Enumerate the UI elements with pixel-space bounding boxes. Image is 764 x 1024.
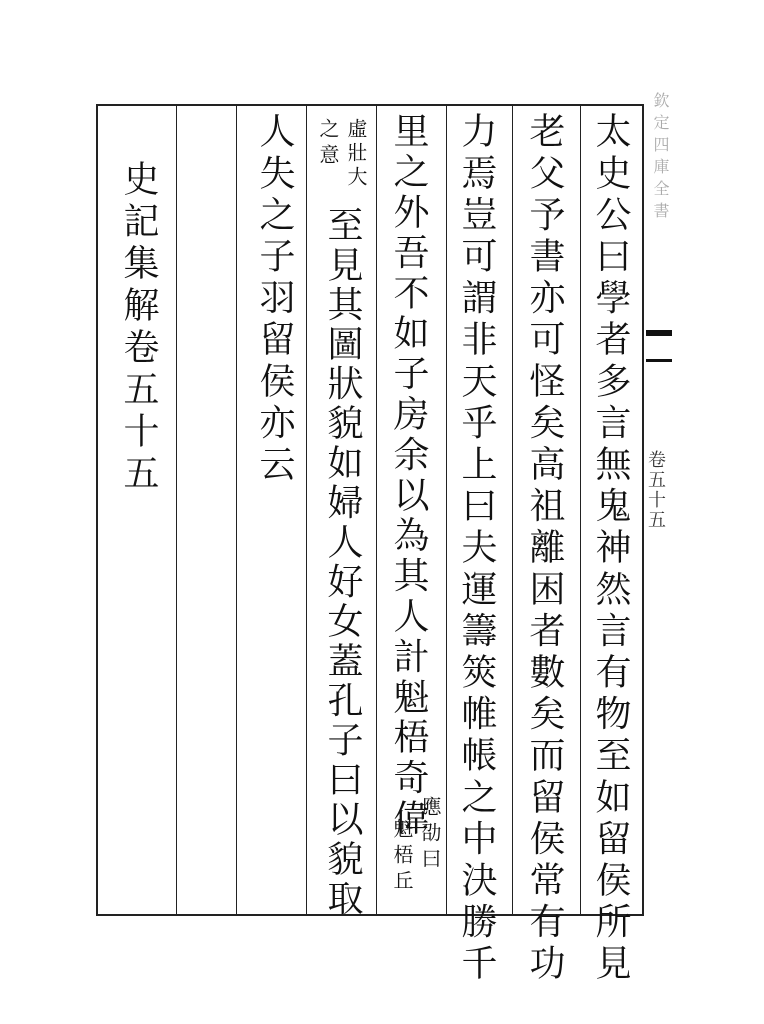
column-rule (306, 104, 307, 916)
text-column-6: 人失之子羽留侯亦云 (254, 112, 295, 487)
column-rule (176, 104, 177, 916)
annotation-right: 應劭曰 (418, 796, 442, 874)
text-column-2: 老父予書亦可怪矣高祖離困者數矣而留侯常有功 (524, 112, 565, 986)
column-rule (512, 104, 513, 916)
column-rule (376, 104, 377, 916)
column-rule (580, 104, 581, 916)
text-column-5: 至見其圖狀貌如婦人好女蓋孔子曰以貌取 (322, 206, 363, 919)
column-rule (446, 104, 447, 916)
chapter-label: 卷五十五 (645, 450, 666, 530)
text-column-4: 里之外吾不如子房余以為其人計魁梧奇偉 (388, 112, 429, 840)
annotation-left: 之意 (316, 118, 340, 170)
annotation-left: 魁梧丘 (390, 818, 414, 896)
chapter-title: 史記集解卷五十五 (118, 160, 159, 496)
margin-header: 欽定四庫全書 (651, 92, 670, 224)
text-column-1: 太史公曰學者多言無鬼神然言有物至如留侯所見 (590, 112, 631, 986)
fishtail-mark (646, 330, 672, 362)
column-rule (236, 104, 237, 916)
annotation-right: 虛壯大 (344, 118, 368, 190)
text-column-3: 力焉豈可謂非天乎上曰夫運籌筴帷帳之中決勝千 (456, 112, 497, 986)
